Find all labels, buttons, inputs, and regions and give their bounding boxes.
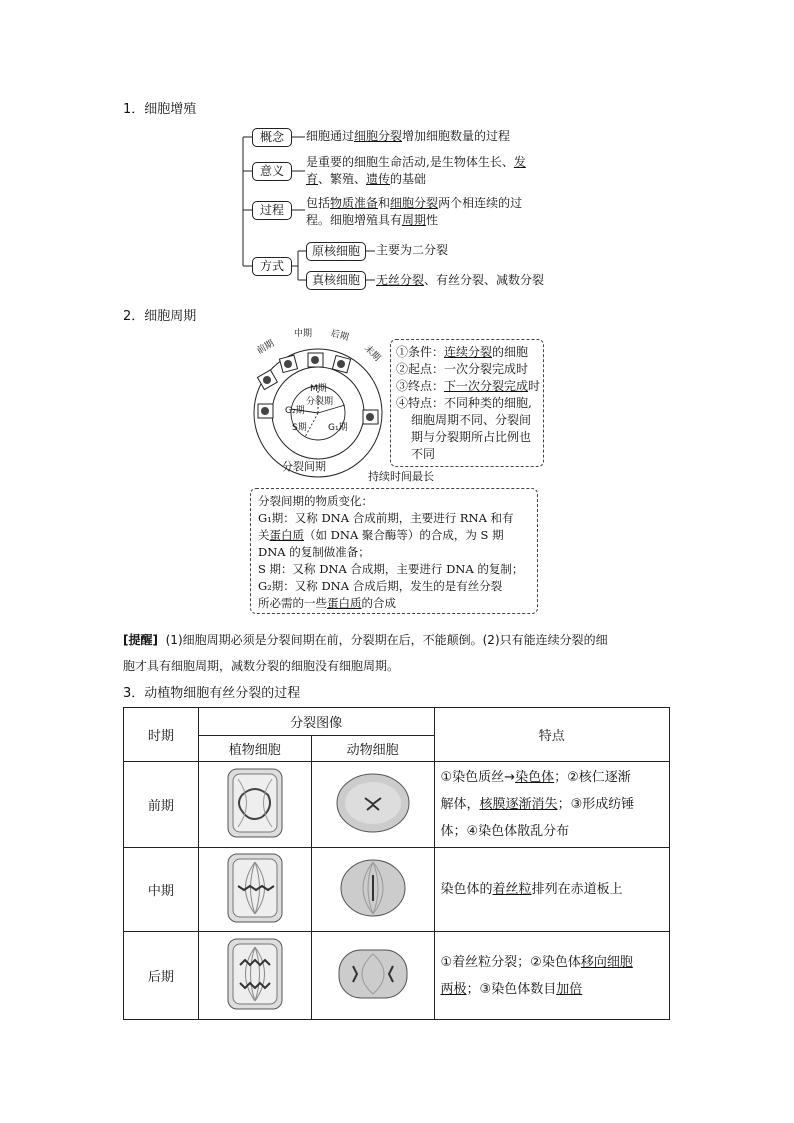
meaning-box: 意义 (252, 162, 292, 181)
row-features: ①着丝粒分裂；②染色体移向细胞 两极；③染色体数目加倍 (434, 932, 669, 1020)
eukaryote-text: 无丝分裂、有丝分裂、减数分裂 (376, 273, 545, 287)
label-m-phase: M期 (310, 384, 327, 394)
interphase-box: 分裂间期的物质变化： G₁期：又称 DNA 合成前期，主要进行 RNA 和有 关蛋白质（如 DNA 聚合酶等）的合成，为 S 期 DNA 的复制做准备； S 期：又称 DNA 合成期，主要进行 DNA 的复制； G₂期：又称 DNA 合成后期，发生的是有丝分裂 所必需的一些蛋白质的合成 (250, 488, 538, 614)
header-features: 特点 (434, 708, 669, 762)
plant-anaphase-illustration (224, 935, 286, 1013)
meaning-text: 是重要的细胞生命活动,是生物体生长、发 育、繁殖、遗传的基础 (306, 155, 526, 186)
animal-anaphase-illustration (333, 944, 413, 1004)
prokaryote-text: 主要为二分裂 (376, 243, 449, 257)
row-period: 中期 (124, 848, 199, 932)
row-period: 前期 (124, 762, 199, 848)
mitosis-table (123, 707, 670, 1020)
process-text: 包括物质准备和细胞分裂两个相连续的过 程。细胞增殖具有周期性 (306, 196, 523, 227)
animal-cell-image (311, 932, 434, 1020)
animal-cell-image (311, 762, 434, 848)
animal-cell-image (311, 848, 434, 932)
label-anaphase: 后期 (329, 328, 350, 344)
concept-box: 概念 (252, 128, 292, 147)
label-g2: G₂期 (285, 406, 305, 416)
section3-heading: 3．动植物细胞有丝分裂的过程 (123, 686, 301, 701)
header-images: 分裂图像 (198, 708, 434, 736)
tip-note: [提醒] (1)细胞周期必须是分裂间期在前，分裂期在后，不能颠倒。(2)只有能连续分裂的细 胞才具有细胞周期，减数分裂的细胞没有细胞周期。 (123, 633, 608, 673)
label-longest: 持续时间最长 (368, 470, 434, 483)
header-period: 时期 (124, 708, 199, 762)
section1-heading: 1．细胞增殖 (123, 102, 197, 117)
plant-cell-image (198, 848, 311, 932)
label-g1: G₁期 (328, 423, 348, 433)
prokaryote-box: 原核细胞 (306, 242, 366, 261)
plant-metaphase-illustration (224, 850, 286, 926)
plant-prophase-illustration (224, 765, 286, 841)
label-telophase: 末期 (362, 343, 382, 364)
section2-heading: 2．细胞周期 (123, 309, 197, 324)
animal-prophase-illustration (333, 770, 413, 836)
header-animal: 动物细胞 (311, 736, 434, 762)
mode-box: 方式 (252, 257, 292, 276)
process-box: 过程 (252, 201, 292, 220)
header-plant: 植物细胞 (198, 736, 311, 762)
label-division-phase: 分裂期 (306, 397, 334, 407)
label-interphase: 分裂间期 (282, 460, 326, 473)
plant-cell-image (198, 932, 311, 1020)
concept-text: 细胞通过细胞分裂增加细胞数量的过程 (306, 129, 511, 143)
animal-metaphase-illustration (335, 855, 411, 921)
label-s: S期 (292, 423, 307, 433)
plant-cell-image (198, 762, 311, 848)
label-prophase: 前期 (255, 338, 277, 357)
table-row (124, 932, 670, 1020)
eukaryote-box: 真核细胞 (306, 271, 366, 290)
table-row (124, 848, 670, 932)
row-features: 染色体的着丝粒排列在赤道板上 (434, 848, 669, 932)
table-row (124, 762, 670, 848)
row-period: 后期 (124, 932, 199, 1020)
cycle-info-box: ①条件：连续分裂的细胞 ②起点：一次分裂完成时 ③终点：下一次分裂完成时 ④特点：不同种类的细胞, 细胞周期不同、分裂间 期与分裂期所占比例也 不同 (390, 339, 544, 467)
label-metaphase: 中期 (294, 329, 313, 339)
row-features: ①染色质丝→染色体；②核仁逐渐 解体，核膜逐渐消失；③形成纺锤 体；④染色体散乱分布 (434, 762, 669, 848)
